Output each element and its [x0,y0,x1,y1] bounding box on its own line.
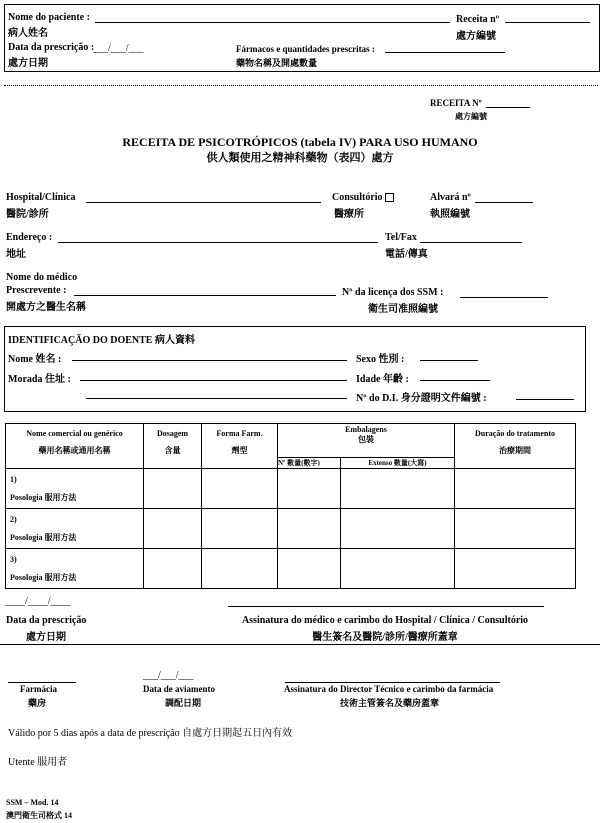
farmacia-field[interactable] [8,682,76,683]
licenca-field[interactable] [460,297,548,298]
doente-idade-label: Idade 年齡 : [356,374,409,385]
footer-form-code-zh: 澳門衛生司格式 14 [6,811,72,820]
stub-prescription-date-label-zh: 處方日期 [8,58,48,69]
signature-date-label-zh: 處方日期 [26,632,66,643]
stub-prescription-date-field[interactable]: ___/___/___ [93,43,144,54]
licenca-label-zh: 衛生司准照編號 [368,304,438,315]
hospital-label: Hospital/Clínica [6,192,76,203]
doente-morada-label: Morada 住址 : [8,374,71,385]
doente-sexo-label: Sexo 性別 : [356,354,405,365]
row-2-extenso[interactable] [341,509,455,549]
form-title-zh: 供人類使用之精神科藥物（表四）處方 [206,152,394,164]
row-1-nome[interactable]: 1) Posologia 服用方法 [6,469,144,509]
endereco-label: Endereço : [6,232,53,243]
doente-nome-label: Nome 姓名 : [8,354,62,365]
medication-table [5,423,576,589]
signature-date-label: Data da prescrição [6,615,87,626]
footer-form-code: SSM – Mod. 14 [6,798,59,807]
farmacia-label-zh: 藥房 [28,698,47,708]
licenca-label: Nº da licença dos SSM : [342,287,444,298]
stub-patient-name-field[interactable] [95,22,450,23]
col-duracao: Duração do tratamento 治療期間 [455,424,576,469]
stub-receita-label: Receita nº [456,14,500,25]
row-1-forma[interactable] [202,469,278,509]
stub-drugs-label: Fármacos e quantidades prescritas : [236,44,375,54]
section-divider [0,644,600,645]
doctor-signature-label-zh: 醫生簽名及醫院/診所/醫療所蓋章 [312,632,458,643]
row-3-extenso[interactable] [341,549,455,589]
stub-receita-field[interactable] [505,22,590,23]
row-3-forma[interactable] [202,549,278,589]
col-extenso: Extenso 數量(大寫) [341,458,455,469]
director-signature-label: Assinatura do Director Técnico e carimbo da farmácia [284,684,494,694]
director-signature-field[interactable] [285,682,500,683]
stub-prescription-date-label: Data da prescrição : [8,42,95,53]
endereco-label-zh: 地址 [6,249,26,260]
row-1-duracao[interactable] [455,469,576,509]
receita-number-field[interactable] [486,107,530,108]
table-row [6,549,576,589]
aviamento-date-field[interactable]: ___/___/___ [143,670,194,681]
consultorio-checkbox[interactable] [385,193,394,202]
doente-morada-field[interactable] [80,380,347,381]
telfax-field[interactable] [420,242,522,243]
table-row [6,509,576,549]
receita-number-label: RECEITA Nº [430,98,482,108]
director-signature-label-zh: 技術主管簽名及藥房蓋章 [340,698,440,708]
row-2-duracao[interactable] [455,509,576,549]
medico-label: Nome do médico [6,272,78,283]
utente-label: Utente 服用者 [8,757,68,768]
aviamento-label-zh: 調配日期 [165,698,202,708]
col-forma: Forma Farm. 劑型 [202,424,278,469]
prescrevente-label: Prescrevente : [6,285,67,296]
row-1-numero[interactable] [278,469,341,509]
col-nome: Nome comercial ou genérico 藥用名稱或通用名稱 [6,424,144,469]
doctor-signature-field[interactable] [228,606,544,607]
row-2-forma[interactable] [202,509,278,549]
alvara-label-zh: 執照編號 [430,209,470,220]
stub-drugs-label-zh: 藥物名稱及開處數量 [236,58,318,68]
stub-patient-name-label: Nome do paciente : [8,12,90,23]
consultorio-label-zh: 醫療所 [334,209,364,220]
doente-nome-field[interactable] [72,360,347,361]
prescrevente-field[interactable] [74,295,336,296]
doente-header: IDENTIFICAÇÃO DO DOENTE 病人資料 [8,335,195,346]
validity-note: Válido por 5 dias após a data de prescrição 自處方日期起五日內有效 [8,728,293,739]
hospital-field[interactable] [86,202,321,203]
farmacia-label: Farmácia [20,684,57,694]
row-3-numero[interactable] [278,549,341,589]
signature-date-field[interactable]: ____/____/____ [5,596,71,607]
doente-di-label: Nº do D.I. 身分證明文件編號 : [356,393,487,404]
hospital-label-zh: 醫院/診所 [6,209,49,220]
doente-sexo-field[interactable] [420,360,478,361]
doctor-signature-label: Assinatura do médico e carimbo do Hospital / Clínica / Consultório [241,615,529,626]
stub-patient-name-label-zh: 病人姓名 [8,28,48,39]
medico-label-zh: 開處方之醫生名稱 [6,302,86,313]
row-2-nome[interactable]: 2) Posologia 服用方法 [6,509,144,549]
row-3-dosagem[interactable] [144,549,202,589]
table-header-row [6,424,576,458]
alvara-field[interactable] [475,202,533,203]
aviamento-label: Data de aviamento [143,684,215,694]
receita-number-label-zh: 處方編號 [455,112,487,121]
col-embalagens: Embalagens 包裝 [278,424,455,458]
doente-morada-field-2[interactable] [86,398,347,399]
form-title: RECEITA DE PSICOTRÓPICOS (tabela IV) PARA USO HUMANO [122,135,478,149]
cut-line [4,85,598,86]
telfax-label: Tel/Fax [385,232,417,243]
row-2-numero[interactable] [278,509,341,549]
row-3-duracao[interactable] [455,549,576,589]
col-numero: Nº 數量(數字) [278,458,341,469]
col-dosagem: Dosagem 含量 [144,424,202,469]
consultorio-label: Consultório [332,192,394,203]
alvara-label: Alvará nº [430,192,471,203]
stub-drugs-field[interactable] [385,52,505,53]
row-1-extenso[interactable] [341,469,455,509]
telfax-label-zh: 電話/傳真 [385,249,428,260]
row-2-dosagem[interactable] [144,509,202,549]
doente-di-field[interactable] [516,399,574,400]
stub-receita-label-zh: 處方編號 [456,31,496,42]
table-row [6,469,576,509]
doente-idade-field[interactable] [420,380,490,381]
row-1-dosagem[interactable] [144,469,202,509]
endereco-field[interactable] [58,242,378,243]
row-3-nome[interactable]: 3) Posologia 服用方法 [6,549,144,589]
